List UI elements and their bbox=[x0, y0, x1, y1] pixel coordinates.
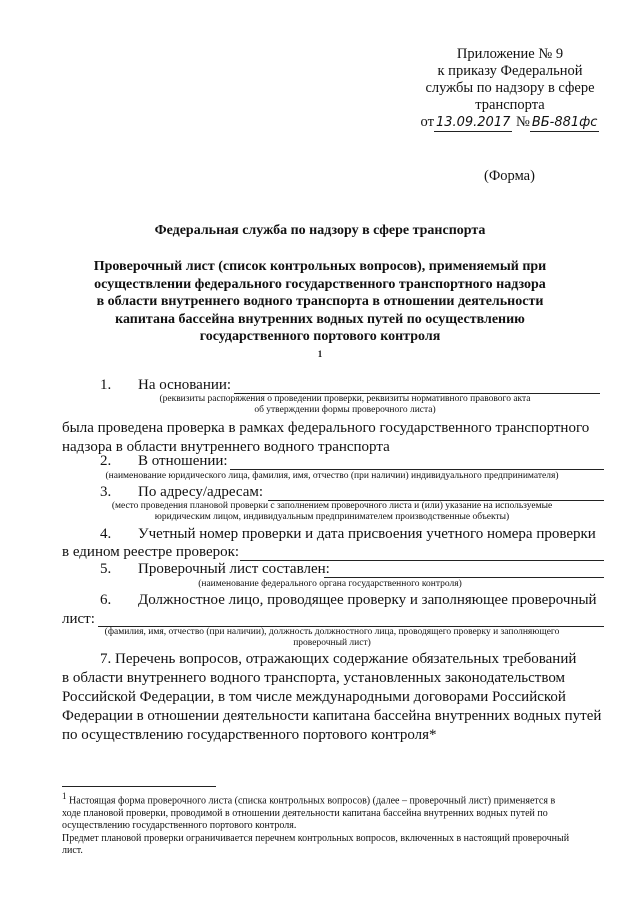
title-line: в области внутреннего водного транспорта в отношении деятельности bbox=[96, 294, 544, 309]
item-1-label: На основании: bbox=[138, 377, 232, 393]
number-label: № bbox=[516, 114, 530, 130]
item-5-fill-line[interactable] bbox=[324, 577, 604, 578]
handwritten-number: ВБ-881фс bbox=[531, 115, 598, 130]
item-3-caption: (место проведения плановой проверки с заполнением проверочного листа и (или) указание на используемые юридическим лицом, индивидуальным предпринимателем производственные объекты) bbox=[111, 501, 553, 522]
item-5-number: 5. bbox=[100, 561, 112, 577]
item-1-number: 1. bbox=[100, 377, 112, 393]
item-5-caption: (наименование федерального органа государственного контроля) bbox=[198, 579, 462, 589]
item-7-paragraph: 7. Перечень вопросов, отражающих содержание обязательных требований в области внутреннего водного транспорта, установленных законодательством Российской Федерации, в том числе международными договорами Российской Федерации в отношении деятельности капитана бассейна внутренних водных путей по осуществлению государственного портового контроля* bbox=[62, 651, 602, 743]
item-5-label: Проверочный лист составлен: bbox=[138, 561, 330, 577]
footnote-line: $^1$ Настоящая форма проверочного листа (списка контрольных вопросов) (далее – проверочный лист) применяется в bbox=[62, 791, 556, 807]
item-4-line2: в едином реестре проверок: bbox=[62, 544, 240, 560]
item-2-caption: (наименование юридического лица, фамилия, имя, отчество (при наличии) индивидуального предпринимателя) bbox=[105, 471, 559, 481]
footnote-line: осуществлению государственного портового контроля. bbox=[62, 820, 297, 832]
title-line: капитана бассейна внутренних водных путей по осуществлению bbox=[115, 311, 525, 327]
item-6-number: 6. bbox=[100, 592, 112, 608]
appendix-header bbox=[410, 46, 610, 132]
title-line: Проверочный лист (список контрольных вопросов), применяемый при bbox=[93, 259, 547, 274]
title-line: государственного портового контроля $^1$ bbox=[199, 329, 441, 359]
item-6-line1: Должностное лицо, проводящее проверку и заполняющее проверочный bbox=[138, 592, 597, 608]
footnote-line: лист. bbox=[62, 845, 83, 857]
item-2-label: В отношении: bbox=[138, 453, 228, 469]
footnote-line: ходе плановой проверки, проводимой в отношении деятельности капитана бассейна внутренних водных путей по bbox=[62, 807, 548, 819]
item-4-line1: Учетный номер проверки и дата присвоения учетного номера проверки bbox=[138, 526, 596, 542]
appendix-line: к приказу Федеральной bbox=[437, 63, 583, 79]
appendix-line: транспорта bbox=[475, 97, 545, 113]
footnote-ref: 1 bbox=[317, 348, 323, 359]
item-6-line2: лист: bbox=[62, 611, 95, 627]
item-2-fill-line[interactable] bbox=[230, 469, 604, 470]
footnote-rule bbox=[62, 786, 216, 787]
title-line: осуществлении федерального государственного транспортного надзора bbox=[94, 276, 546, 292]
footnote-line: Предмет плановой проверки ограничивается перечнем контрольных вопросов, включенных в настоящий проверочный bbox=[62, 832, 570, 844]
order-date-line bbox=[410, 114, 610, 132]
appendix-line: службы по надзору в сфере bbox=[425, 80, 595, 96]
appendix-line: Приложение № 9 bbox=[456, 46, 564, 62]
footnote-mark: 1 bbox=[62, 791, 67, 801]
item-3-label: По адресу/адресам: bbox=[138, 484, 264, 500]
item-4-number: 4. bbox=[100, 526, 112, 542]
item-1-continuation: была проведена проверка в рамках федерального государственного транспортного надзора в области внутреннего водного транспорта bbox=[62, 420, 590, 455]
item-6-caption: (фамилия, имя, отчество (при наличии), должность должностного лица, проводящего проверку и заполняющего проверочный лист) bbox=[104, 627, 560, 648]
footnote bbox=[62, 790, 602, 858]
from-label: от bbox=[420, 114, 434, 130]
item-1-caption: (реквизиты распоряжения о проведении проверки, реквизиты нормативного правового акта об утверждении формы проверочного листа) bbox=[159, 394, 531, 415]
form-label: (Форма) bbox=[484, 168, 535, 184]
item-2-number: 2. bbox=[100, 453, 112, 469]
handwritten-date: 13.09.2017 bbox=[435, 115, 511, 130]
item-3-number: 3. bbox=[100, 484, 112, 500]
document-title bbox=[70, 258, 570, 368]
organization-title: Федеральная служба по надзору в сфере транспорта bbox=[154, 223, 486, 238]
